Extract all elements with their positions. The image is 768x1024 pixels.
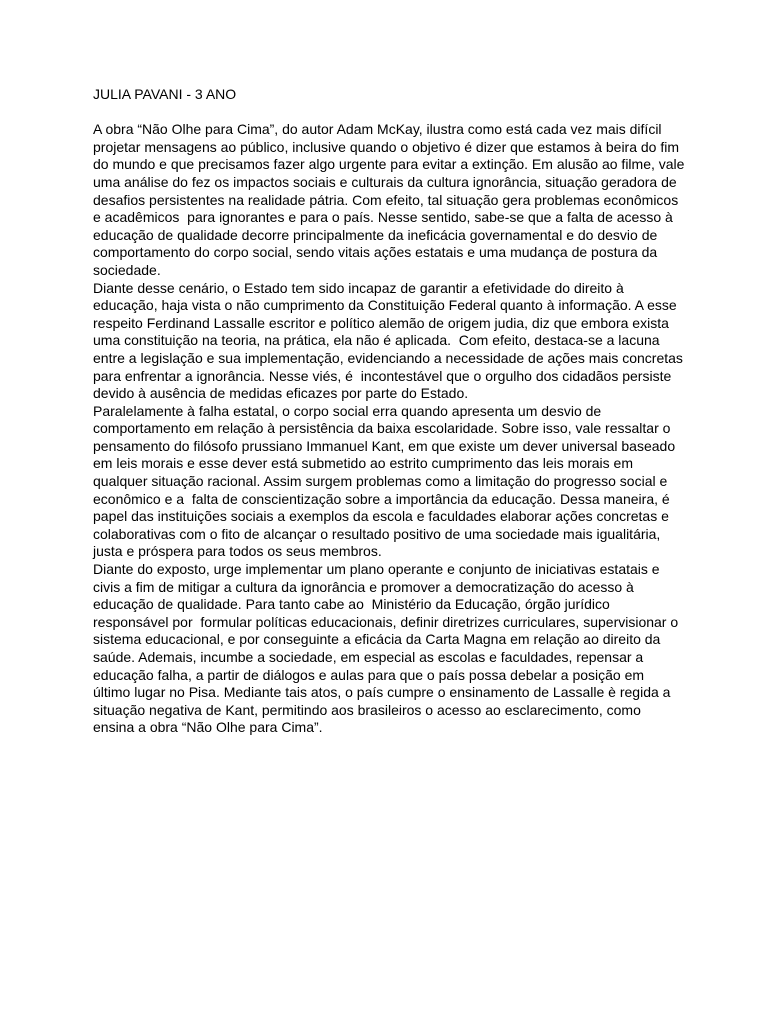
paragraph-conclusion: Diante do exposto, urge implementar um plano operante e conjunto de iniciativas estatais e civis a fim de mitigar a cultura da ignorância e promover a democratização do acesso à educação de qualidade. Para tanto cabe ao Ministério da Educação, órgão jurídico responsável por formular políticas educacionais, definir diretrizes curriculares, supervisionar o sistema educacional, e por conseguinte a eficácia da Carta Magna em relação ao direito da saúde. Ademais, incumbe a sociedade, em especial as escolas e faculdades, repensar a educação falha, a partir de diálogos e aulas para que o país possa debelar a posição em último lugar no Pisa. Mediante tais atos, o país cumpre o ensinamento de Lassalle è regida a situação negativa de Kant, permitindo aos brasileiros o acesso ao esclarecimento, como ensina a obra “Não Olhe para Cima”.: [93, 561, 683, 736]
paragraph-development-1: Diante desse cenário, o Estado tem sido incapaz de garantir a efetividade do direito à educação, haja vista o não cumprimento da Constituição Federal quanto à informação. A esse respeito Ferdinand Lassalle escritor e político alemão de origem judia, diz que embora exista uma constituição na teoria, na prática, ela não é aplicada. Com efeito, destaca-se a lacuna entre a legislação e sua implementação, evidenciando a necessidade de ações mais concretas para enfrentar a ignorância. Nesse viés, é incontestável que o orgulho dos cidadãos persiste devido à ausência de medidas eficazes por parte do Estado.: [93, 279, 687, 402]
paragraph-introduction: A obra “Não Olhe para Cima”, do autor Adam McKay, ilustra como está cada vez mais difícil projetar mensagens ao público, inclusive quando o objetivo é dizer que estamos à beira do fim do mundo e que precisamos fazer algo urgente para evitar a extinção. Em alusão ao filme, vale uma análise do fez os impactos sociais e culturais da cultura ignorância, situação geradora de desafios persistentes na realidade pátria. Com efeito, tal situação gera problemas econômicos e acadêmicos para ignorantes e para o país. Nesse sentido, sabe-se que a falta de acesso à educação de qualidade decorre principalmente da ineficácia governamental e do desvio de comportamento do corpo social, sendo vitais ações estatais e uma mudança de postura da sociedade.: [93, 121, 689, 278]
paragraph-development-2: Paralelamente à falha estatal, o corpo social erra quando apresenta um desvio de comportamento em relação à persistência da baixa escolaridade. Sobre isso, vale ressaltar o pensamento do filósofo prussiano Immanuel Kant, em que existe um dever universal baseado em leis morais e esse dever está submetido ao estrito cumprimento das leis morais em qualquer situação racional. Assim surgem problemas como a limitação do progresso social e econômico e a falta de conscientização sobre a importância da educação. Dessa maneira, é papel das instituições sociais a exemplos da escola e faculdades elaborar ações concretas e colaborativas com o fito de alcançar o resultado positivo de uma sociedade mais igualitária, justa e próspera para todos os seus membros.: [93, 402, 680, 560]
document-body: [93, 86, 689, 737]
document-title: JULIA PAVANI - 3 ANO: [93, 86, 237, 102]
